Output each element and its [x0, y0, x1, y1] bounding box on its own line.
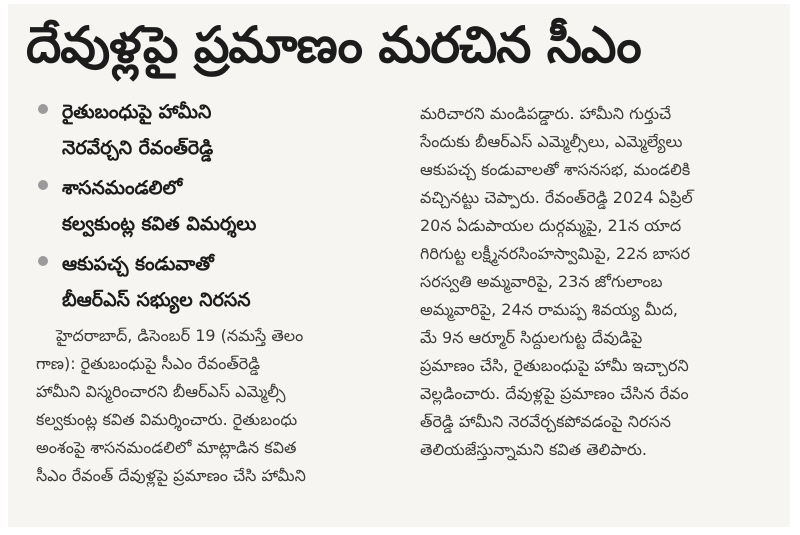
newspaper-clipping	[8, 4, 790, 527]
bullet-point	[36, 246, 406, 318]
bullet-line: రైతుబంధుపై హామీని	[62, 101, 212, 123]
text-line: ప్రమాణం చేసి, రైతుబంధుపై హామీ ఇచ్చారని	[420, 356, 689, 375]
bullet-point	[36, 170, 406, 242]
text-line: హామీని విస్మరించారని బీఆర్‌ఎస్ ఎమ్మెల్సీ	[36, 382, 286, 401]
text-line: అంశంపై శాసనమండలిలో మాట్లాడిన కవిత	[36, 438, 297, 457]
text-line: గాణ): రైతుబంధుపై సీఎం రేవంత్‌రెడ్డి	[36, 354, 261, 373]
bullet-dot-icon	[38, 256, 48, 266]
text-line: గిరిగుట్ట లక్ష్మీనరసింహస్వామిపై, 22న బాసర	[420, 244, 690, 263]
text-line: 20న ఏడుపాయల దుర్గమ్మపై, 21న యాద	[420, 216, 682, 235]
bullet-line: శాసనమండలిలో	[62, 177, 183, 199]
bullet-line: కల్వకుంట్ల కవిత విమర్శలు	[62, 213, 257, 235]
text-line: సేందుకు బీఆర్‌ఎస్ ఎమ్మెల్సీలు, ఎమ్మెల్యేలు	[420, 132, 683, 151]
text-line: ఆకుపచ్చ కండువాలతో శాసనసభ, మండలికి	[420, 160, 691, 179]
left-column	[36, 94, 406, 490]
text-line: మరిచారని మండిపడ్డారు. హామీని గుర్తుచే	[420, 104, 672, 123]
bullet-point	[36, 94, 406, 166]
bullet-dot-icon	[38, 104, 48, 114]
text-line: సరస్వతి అమ్మవారిపై, 23న జోగులాంబ	[420, 272, 663, 291]
text-line: సీఎం రేవంత్ దేవుళ్లపై ప్రమాణం చేసి హామీని	[36, 466, 306, 485]
text-line: తెలియజేస్తున్నామని కవిత తెలిపారు.	[420, 440, 647, 459]
text-line: వచ్చినట్టు చెప్పారు. రేవంత్‌రెడ్డి 2024 ఏప్రిల్	[420, 188, 693, 207]
bullet-line: నెరవేర్చని రేవంత్‌రెడ్డి	[62, 137, 214, 159]
bullet-line: ఆకుపచ్చ కండువాతో	[62, 253, 214, 275]
text-line: త్‌రెడ్డి హామీని నెరవేర్చకపోవడంపై నిరసన	[420, 412, 671, 431]
bullet-dot-icon	[38, 180, 48, 190]
text-line: మే 9న ఆర్మూర్ సిద్దులగుట్ట దేవుడిపై	[420, 328, 643, 347]
text-line: హైదరాబాద్, డిసెంబర్ 19 (నమస్తే తెలం	[56, 326, 304, 345]
bullet-line: బీఆర్‌ఎస్ సభ్యుల నిరసన	[62, 289, 251, 311]
text-line: కల్వకుంట్ల కవిత విమర్శించారు. రైతుబంధు	[36, 410, 298, 429]
headline: దేవుళ్లపై ప్రమాణం మరచిన సీఎం	[26, 16, 641, 74]
article-body-left	[36, 322, 406, 490]
article-body-right	[420, 100, 790, 464]
text-line: వెల్లడించారు. దేవుళ్లపై ప్రమాణం చేసిన రేవం	[420, 384, 689, 403]
text-line: అమ్మవారిపై, 24న రామప్ప శివయ్య మీద,	[420, 300, 678, 319]
